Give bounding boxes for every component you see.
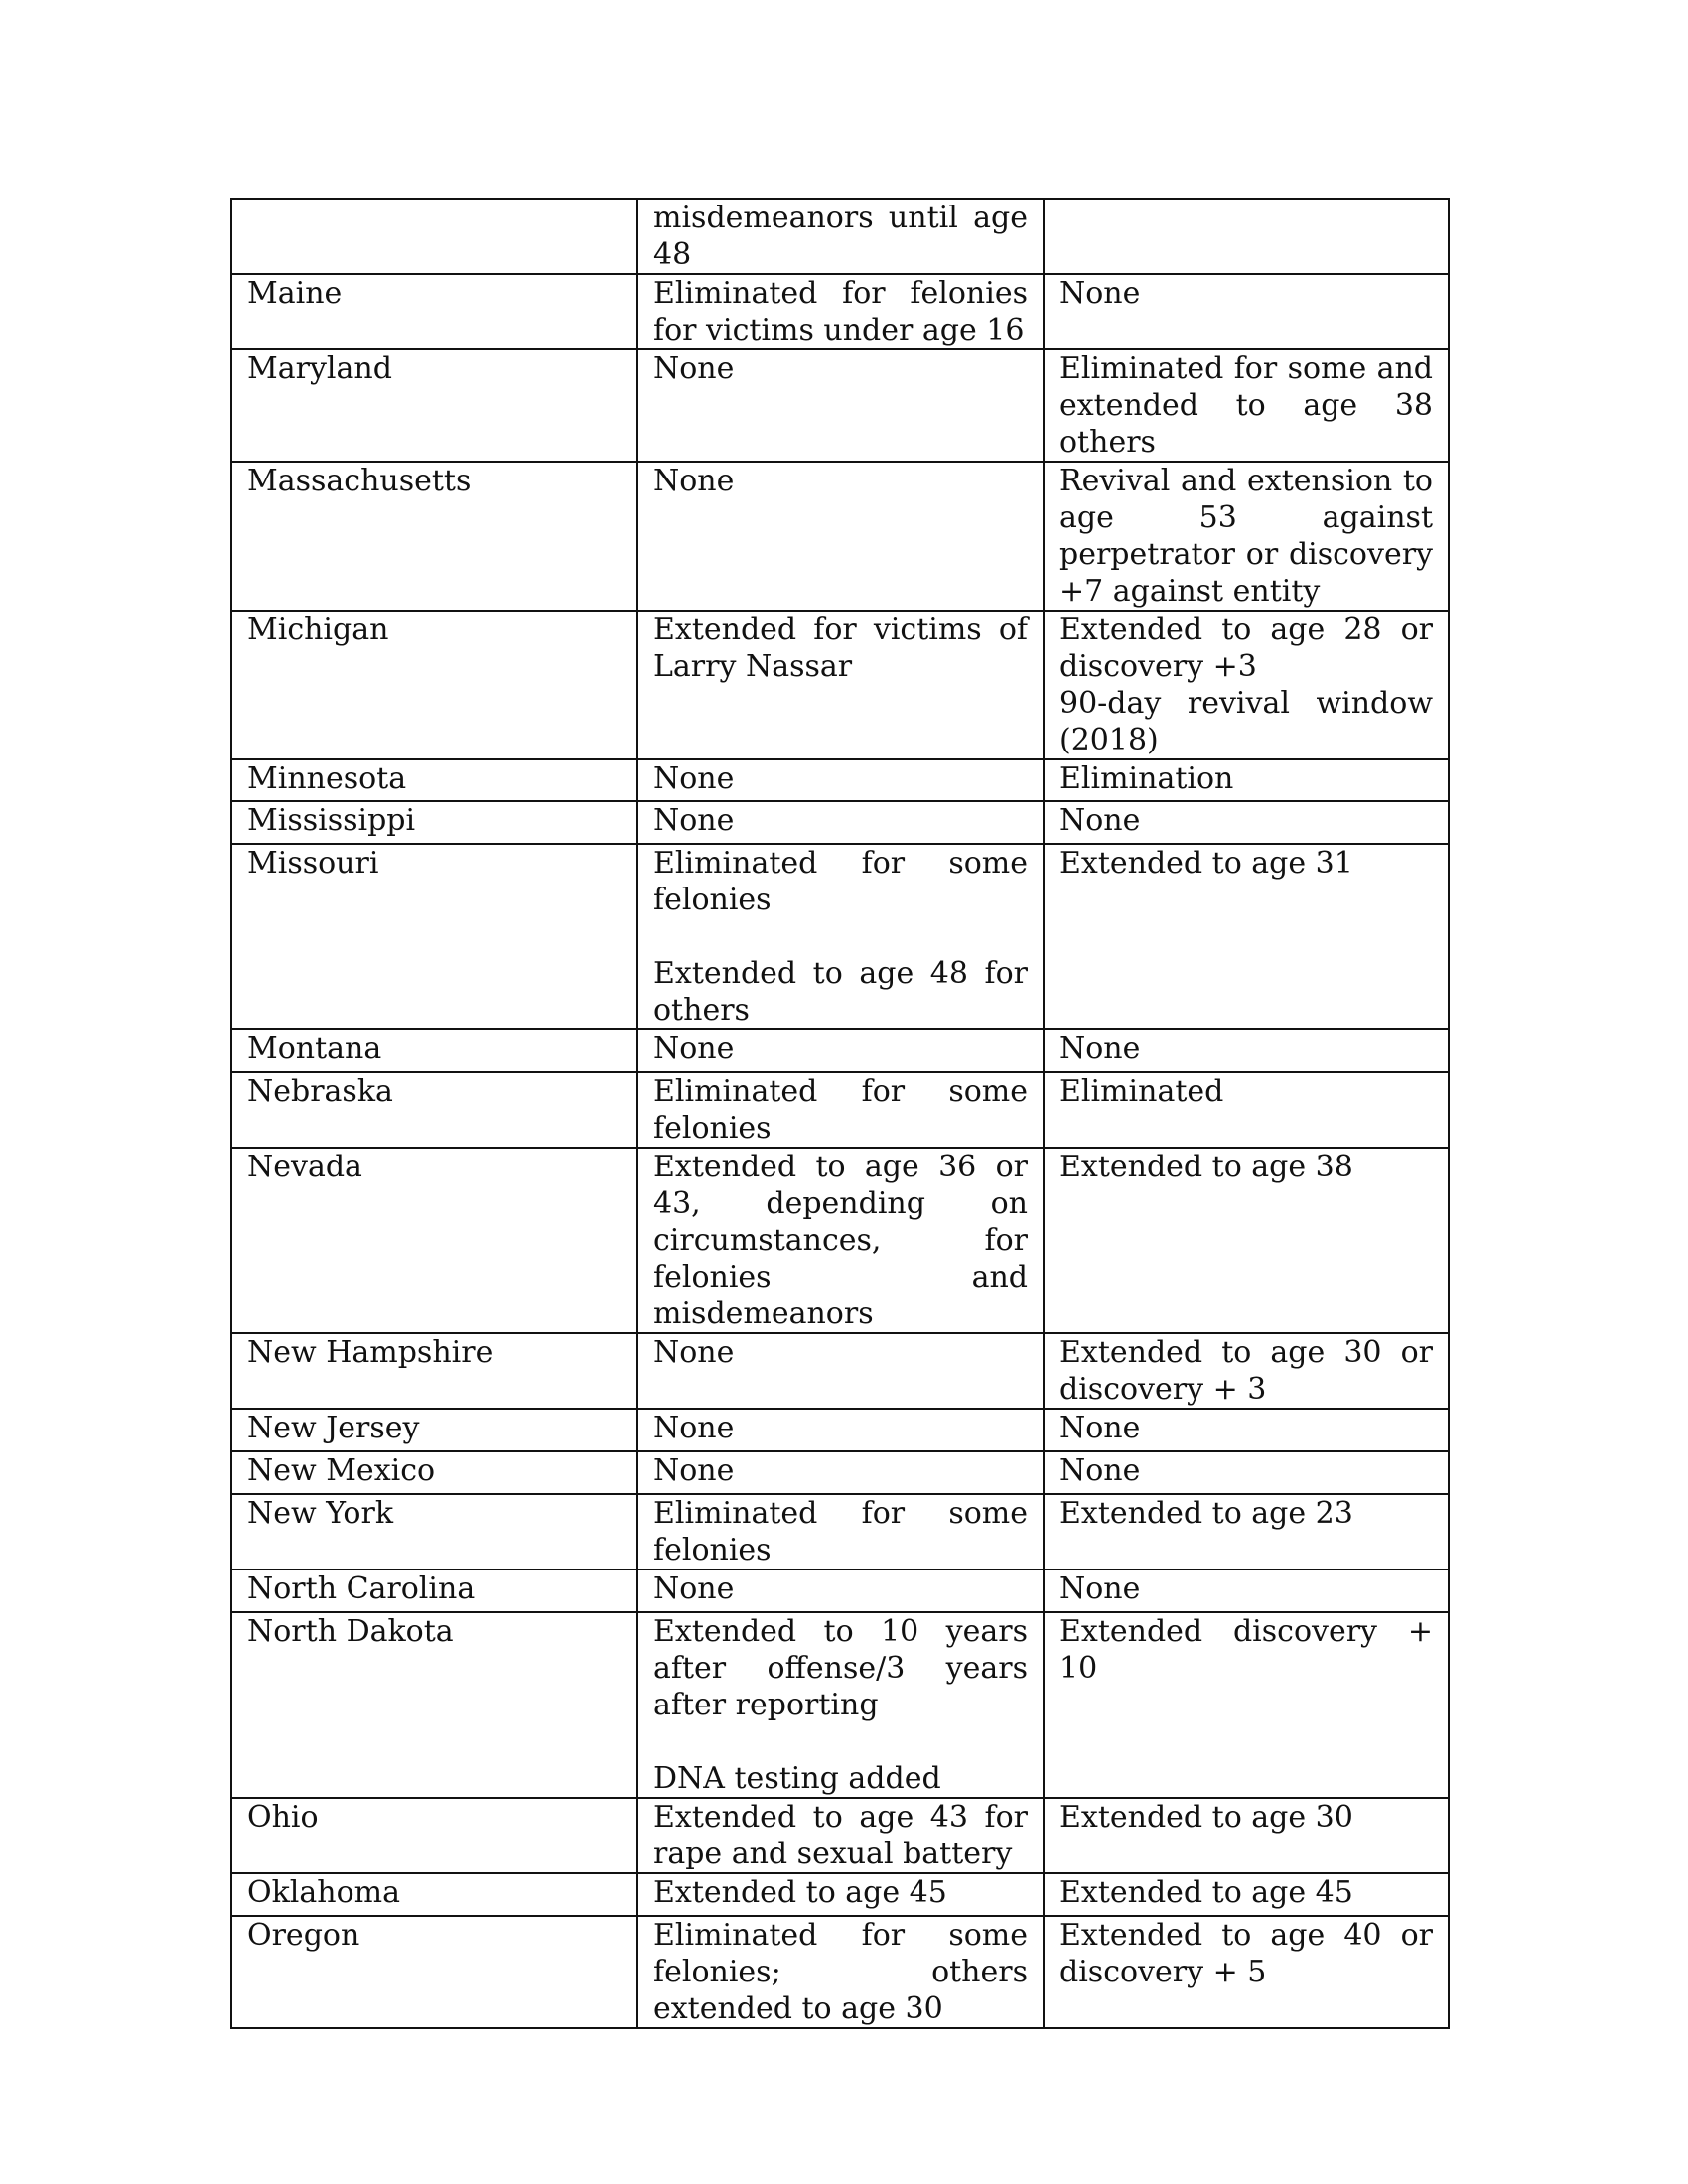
civil-cell: Extended to age 30 or discovery + 3 [1044,1333,1449,1409]
criminal-cell: None [637,1409,1044,1451]
table-row [231,759,1449,801]
civil-cell: Revival and extension to age 53 against perpetrator or discovery +7 against entity [1044,462,1449,611]
state-cell: Nevada [231,1148,637,1333]
state-cell: Oregon [231,1916,637,2028]
table-row [231,199,1449,274]
table-row [231,1451,1449,1494]
criminal-cell: Extended for victims of Larry Nassar [637,611,1044,759]
table-row [231,1072,1449,1148]
table-row [231,1612,1449,1798]
civil-cell: Extended to age 30 [1044,1798,1449,1873]
table-row [231,1570,1449,1612]
civil-cell: None [1044,274,1449,349]
state-cell: Ohio [231,1798,637,1873]
table-body [231,199,1449,2028]
civil-cell: Extended to age 45 [1044,1873,1449,1916]
civil-cell: Extended to age 40 or discovery + 5 [1044,1916,1449,2028]
table-row [231,1029,1449,1072]
table-row [231,1916,1449,2028]
criminal-cell: Eliminated for some felonies; others extended to age 30 [637,1916,1044,2028]
criminal-cell: Extended to age 45 [637,1873,1044,1916]
civil-cell: Extended to age 31 [1044,844,1449,1029]
criminal-cell: None [637,462,1044,611]
state-cell: Michigan [231,611,637,759]
state-cell: New York [231,1494,637,1570]
state-cell: New Hampshire [231,1333,637,1409]
state-cell: Montana [231,1029,637,1072]
civil-cell: None [1044,801,1449,844]
criminal-cell: Extended to age 36 or 43, depending on circumstances, for felonies and misdemeanors [637,1148,1044,1333]
table-row [231,1333,1449,1409]
statute-of-limitations-table [230,198,1450,2029]
state-cell: North Dakota [231,1612,637,1798]
criminal-cell: None [637,801,1044,844]
criminal-cell: Extended to 10 years after offense/3 years after reporting DNA testing added [637,1612,1044,1798]
criminal-cell: Eliminated for some felonies Extended to age 48 for others [637,844,1044,1029]
criminal-cell: Eliminated for some felonies [637,1494,1044,1570]
criminal-cell: Extended to age 43 for rape and sexual battery [637,1798,1044,1873]
table-row [231,1798,1449,1873]
criminal-cell: None [637,1029,1044,1072]
state-cell: Massachusetts [231,462,637,611]
state-cell: Maine [231,274,637,349]
civil-cell: None [1044,1570,1449,1612]
state-cell: Missouri [231,844,637,1029]
table-row [231,1148,1449,1333]
civil-cell: Extended to age 28 or discovery +3 90-day revival window (2018) [1044,611,1449,759]
table-row [231,274,1449,349]
table-row [231,349,1449,462]
state-cell: Mississippi [231,801,637,844]
table-row [231,1409,1449,1451]
state-cell: North Carolina [231,1570,637,1612]
table-row [231,844,1449,1029]
table-row [231,801,1449,844]
criminal-cell: None [637,1570,1044,1612]
civil-cell: None [1044,1451,1449,1494]
civil-cell: Extended discovery + 10 [1044,1612,1449,1798]
criminal-cell: None [637,759,1044,801]
criminal-cell: misdemeanors until age 48 [637,199,1044,274]
civil-cell: None [1044,1409,1449,1451]
table-row [231,1494,1449,1570]
civil-cell: Eliminated for some and extended to age 38 others [1044,349,1449,462]
state-cell [231,199,637,274]
civil-cell: Extended to age 23 [1044,1494,1449,1570]
state-cell: New Mexico [231,1451,637,1494]
criminal-cell: Eliminated for some felonies [637,1072,1044,1148]
civil-cell: None [1044,1029,1449,1072]
state-cell: Nebraska [231,1072,637,1148]
state-cell: Maryland [231,349,637,462]
civil-cell: Eliminated [1044,1072,1449,1148]
civil-cell: Elimination [1044,759,1449,801]
civil-cell [1044,199,1449,274]
criminal-cell: Eliminated for felonies for victims under age 16 [637,274,1044,349]
state-cell: New Jersey [231,1409,637,1451]
civil-cell: Extended to age 38 [1044,1148,1449,1333]
criminal-cell: None [637,1451,1044,1494]
criminal-cell: None [637,349,1044,462]
table-row [231,1873,1449,1916]
state-cell: Oklahoma [231,1873,637,1916]
criminal-cell: None [637,1333,1044,1409]
table-row [231,462,1449,611]
state-cell: Minnesota [231,759,637,801]
table-row [231,611,1449,759]
